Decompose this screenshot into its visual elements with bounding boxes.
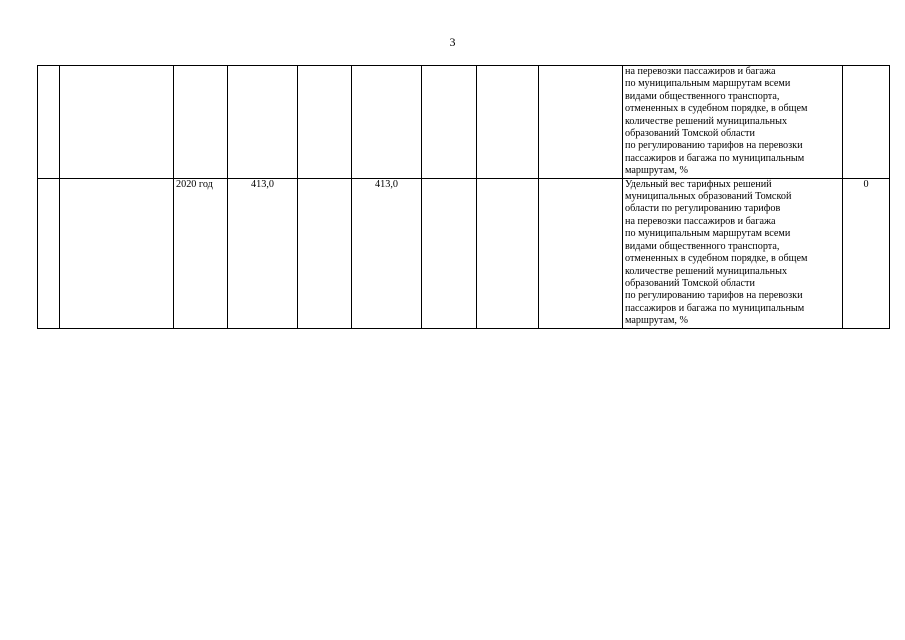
indicator-cell: на перевозки пассажиров и багажа по муниципальным маршрутам всеми видами общественного транспорта, отмененных в судебном порядке, в общем количестве решений муниципальных образований Томской области по регулированию тарифов на перевозки пассажиров и багажа по муниципальным маршрутам, % bbox=[623, 66, 843, 179]
table-row bbox=[38, 66, 890, 179]
program-table bbox=[37, 65, 890, 329]
total-cell: 413,0 bbox=[228, 178, 298, 328]
table-row bbox=[38, 178, 890, 328]
indicator-cell: Удельный вес тарифных решений муниципальных образований Томской области по регулированию тарифов на перевозки пассажиров и багажа по муниципальным маршрутам всеми видами общественного транспорта, отмененных в судебном порядке, в общем количестве решений муниципальных образований Томской области по регулированию тарифов на перевозки пассажиров и багажа по муниципальным маршрутам, % bbox=[623, 178, 843, 328]
page-number: 3 bbox=[449, 35, 456, 49]
year-cell: 2020 год bbox=[174, 178, 228, 328]
regional-cell: 413,0 bbox=[352, 178, 422, 328]
value-cell: 0 bbox=[843, 178, 890, 328]
